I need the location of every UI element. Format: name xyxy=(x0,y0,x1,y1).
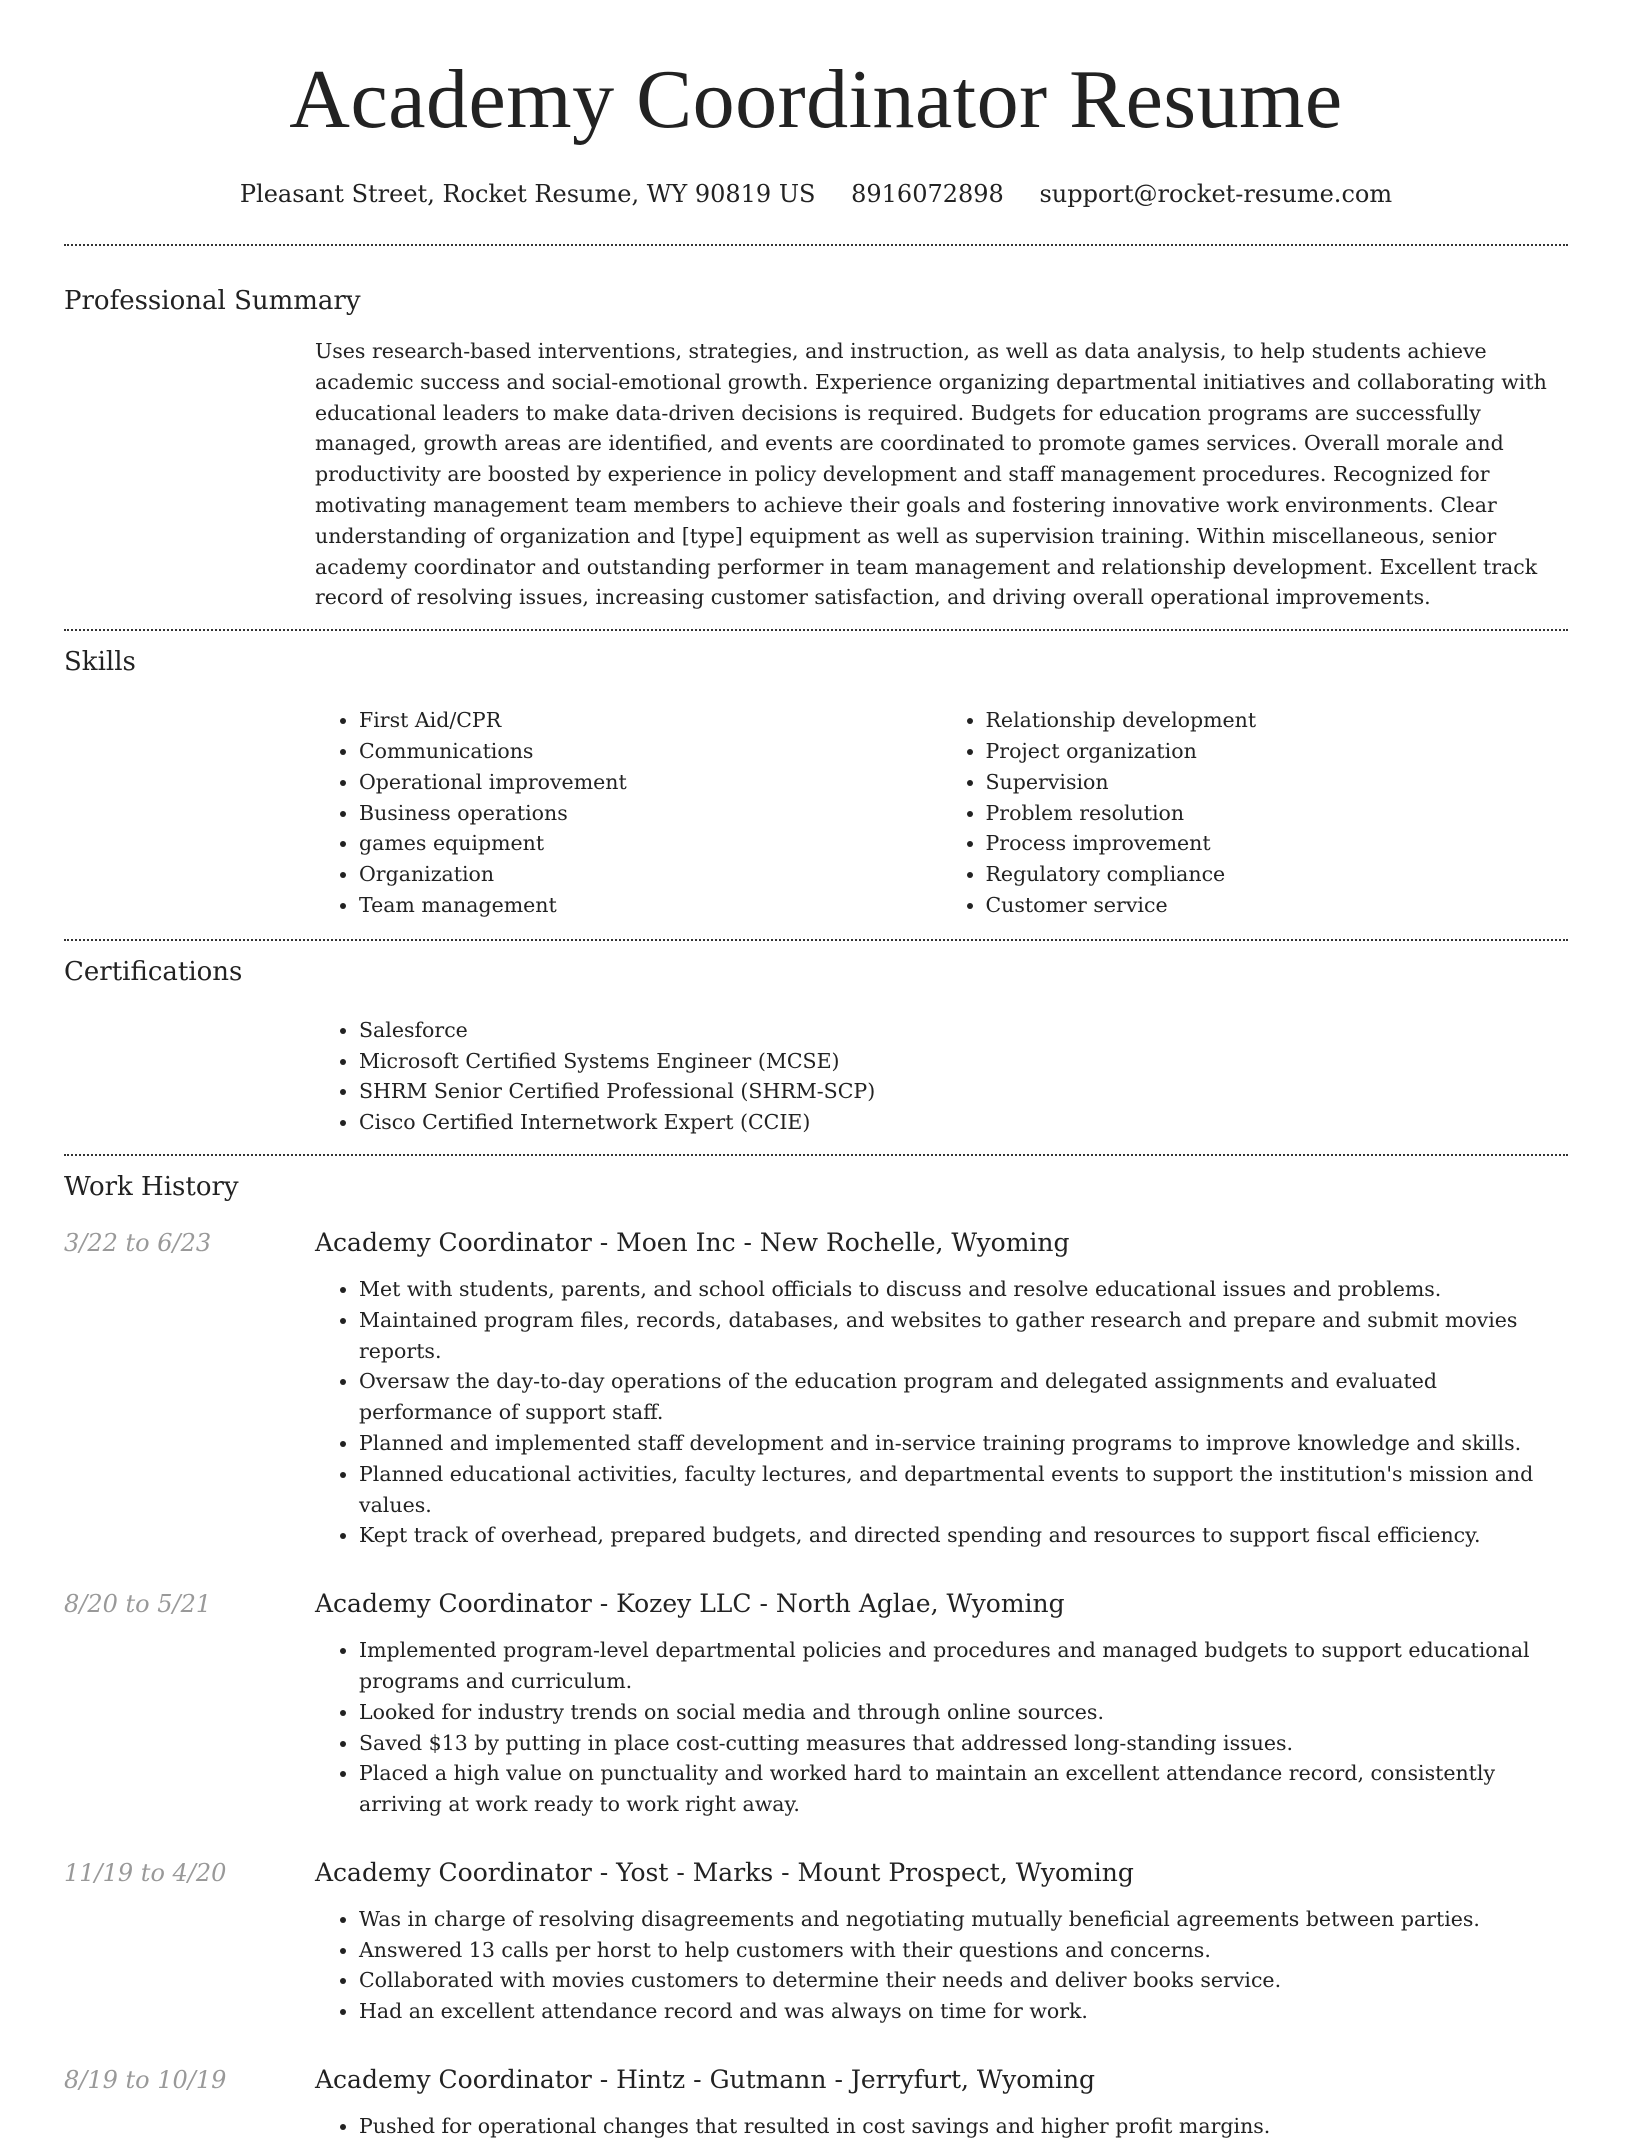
skill-item: • Relationship development xyxy=(986,705,1569,736)
resume-header xyxy=(64,0,1568,210)
job-dates: 11/19 to 4/20 xyxy=(64,1858,227,1887)
job-entry xyxy=(64,2063,1568,2142)
summary-text: Uses research-based interventions, strategies, and instruction, as well as data analysis, to help students achieve academic success and social-emotional growth. Experience organizing departmental initiatives and collaborating with educational leaders to make data-driven decisions is required. Budgets for education programs are successfully managed, growth areas are identified, and events are coordinated to promote games services. Overall morale and productivity are boosted by experience in policy development and staff management procedures. Recognized for motivating management team members to achieve their goals and fostering innovative work environments. Clear understanding of organization and [type] equipment as well as supervision training. Within miscellaneous, senior academy coordinator and outstanding performer in team management and relationship development. Excellent track record of resolving issues, increasing customer satisfaction, and driving overall operational improvements. xyxy=(315,339,1547,610)
job-details xyxy=(315,1587,1568,1820)
skill-item: • Team management xyxy=(359,890,942,921)
job-bullet: • Saved $13 by putting in place cost-cutting measures that addressed long-standing issues. xyxy=(359,1728,1568,1759)
job-dates: 3/22 to 6/23 xyxy=(64,1228,212,1257)
certifications-list xyxy=(315,1015,1568,1138)
job-bullets xyxy=(315,1274,1568,1551)
skills-section xyxy=(64,631,1568,939)
job-entry xyxy=(64,1587,1568,1820)
job-details xyxy=(315,1226,1568,1551)
job-bullets xyxy=(315,1904,1568,2027)
skill-item: • Process improvement xyxy=(986,828,1569,859)
skills-columns xyxy=(315,705,1568,939)
certifications-heading: Certifications xyxy=(64,956,243,987)
skill-item: • Problem resolution xyxy=(986,798,1569,829)
certification-item: • Microsoft Certified Systems Engineer (MCSE) xyxy=(359,1046,1568,1077)
job-entry xyxy=(64,1226,1568,1551)
work-history-section xyxy=(64,1156,1568,2142)
certifications-section xyxy=(64,941,1568,1154)
job-bullet: • Oversaw the day-to-day operations of the education program and delegated assignments and evaluated performance of support staff. xyxy=(359,1366,1568,1428)
job-bullet: • Planned and implemented staff development and in-service training programs to improve knowledge and skills. xyxy=(359,1428,1568,1459)
job-dates: 8/20 to 5/21 xyxy=(64,1590,212,1619)
certification-item: • SHRM Senior Certified Professional (SHRM-SCP) xyxy=(359,1076,1568,1107)
skill-item: • Communications xyxy=(359,736,942,767)
job-dates: 8/19 to 10/19 xyxy=(64,2066,227,2095)
certifications-body xyxy=(315,1015,1568,1154)
job-entry xyxy=(64,1856,1568,2027)
resume-page xyxy=(64,0,1568,2142)
job-bullet: • Pushed for operational changes that resulted in cost savings and higher profit margins. xyxy=(359,2111,1568,2142)
job-title: Academy Coordinator - Moen Inc - New Rochelle, Wyoming xyxy=(315,1227,1070,1257)
job-bullet: • Met with students, parents, and school officials to discuss and resolve educational issues and problems. xyxy=(359,1274,1568,1305)
contact-address: Pleasant Street, Rocket Resume, WY 90819 US xyxy=(239,180,816,208)
contact-phone: 8916072898 xyxy=(851,180,1004,208)
skills-list-left xyxy=(315,705,942,921)
summary-heading: Professional Summary xyxy=(64,286,361,316)
skill-item: • Regulatory compliance xyxy=(986,859,1569,890)
job-title: Academy Coordinator - Kozey LLC - North Aglae, Wyoming xyxy=(315,1589,1065,1619)
contact-line xyxy=(64,178,1568,210)
job-details xyxy=(315,2063,1568,2142)
contact-email: support@rocket-resume.com xyxy=(1039,180,1393,208)
skill-item: • games equipment xyxy=(359,828,942,859)
work-history-heading: Work History xyxy=(64,1171,239,1202)
job-bullet: • Planned educational activities, faculty lectures, and departmental events to support the institution's mission and values. xyxy=(359,1459,1568,1521)
skill-item: • Supervision xyxy=(986,767,1569,798)
job-details xyxy=(315,1856,1568,2027)
job-bullet: • Looked for industry trends on social media and through online sources. xyxy=(359,1697,1568,1728)
skill-item: • Project organization xyxy=(986,736,1569,767)
job-bullet: • Collaborated with movies customers to determine their needs and deliver books service. xyxy=(359,1965,1568,1996)
skill-item: • Organization xyxy=(359,859,942,890)
job-bullets xyxy=(315,1635,1568,1820)
certification-item: • Salesforce xyxy=(359,1015,1568,1046)
job-bullet: • Implemented program-level departmental policies and procedures and managed budgets to support educational programs and curriculum. xyxy=(359,1635,1568,1697)
skills-list-right xyxy=(942,705,1569,921)
resume-title: Academy Coordinator Resume xyxy=(289,53,1343,146)
job-bullet: • Placed a high value on punctuality and worked hard to maintain an excellent attendance record, consistently arriving at work ready to work right away. xyxy=(359,1758,1568,1820)
summary-section xyxy=(64,246,1568,629)
skill-item: • Customer service xyxy=(986,890,1569,921)
job-bullet: • Was in charge of resolving disagreements and negotiating mutually beneficial agreements between parties. xyxy=(359,1904,1568,1935)
skill-item: • First Aid/CPR xyxy=(359,705,942,736)
job-bullet: • Had an excellent attendance record and was always on time for work. xyxy=(359,1996,1568,2027)
job-title: Academy Coordinator - Hintz - Gutmann - Jerryfurt, Wyoming xyxy=(315,2065,1096,2095)
job-bullet: • Kept track of overhead, prepared budgets, and directed spending and resources to support fiscal efficiency. xyxy=(359,1520,1568,1551)
job-bullets xyxy=(315,2111,1568,2142)
certification-item: • Cisco Certified Internetwork Expert (CCIE) xyxy=(359,1107,1568,1138)
job-bullet: • Maintained program files, records, databases, and websites to gather research and prepare and submit movies reports. xyxy=(359,1305,1568,1367)
skills-heading: Skills xyxy=(64,647,136,678)
skill-item: • Business operations xyxy=(359,798,942,829)
job-title: Academy Coordinator - Yost - Marks - Mount Prospect, Wyoming xyxy=(315,1857,1134,1887)
skill-item: • Operational improvement xyxy=(359,767,942,798)
job-bullet: • Answered 13 calls per horst to help customers with their questions and concerns. xyxy=(359,1935,1568,1966)
